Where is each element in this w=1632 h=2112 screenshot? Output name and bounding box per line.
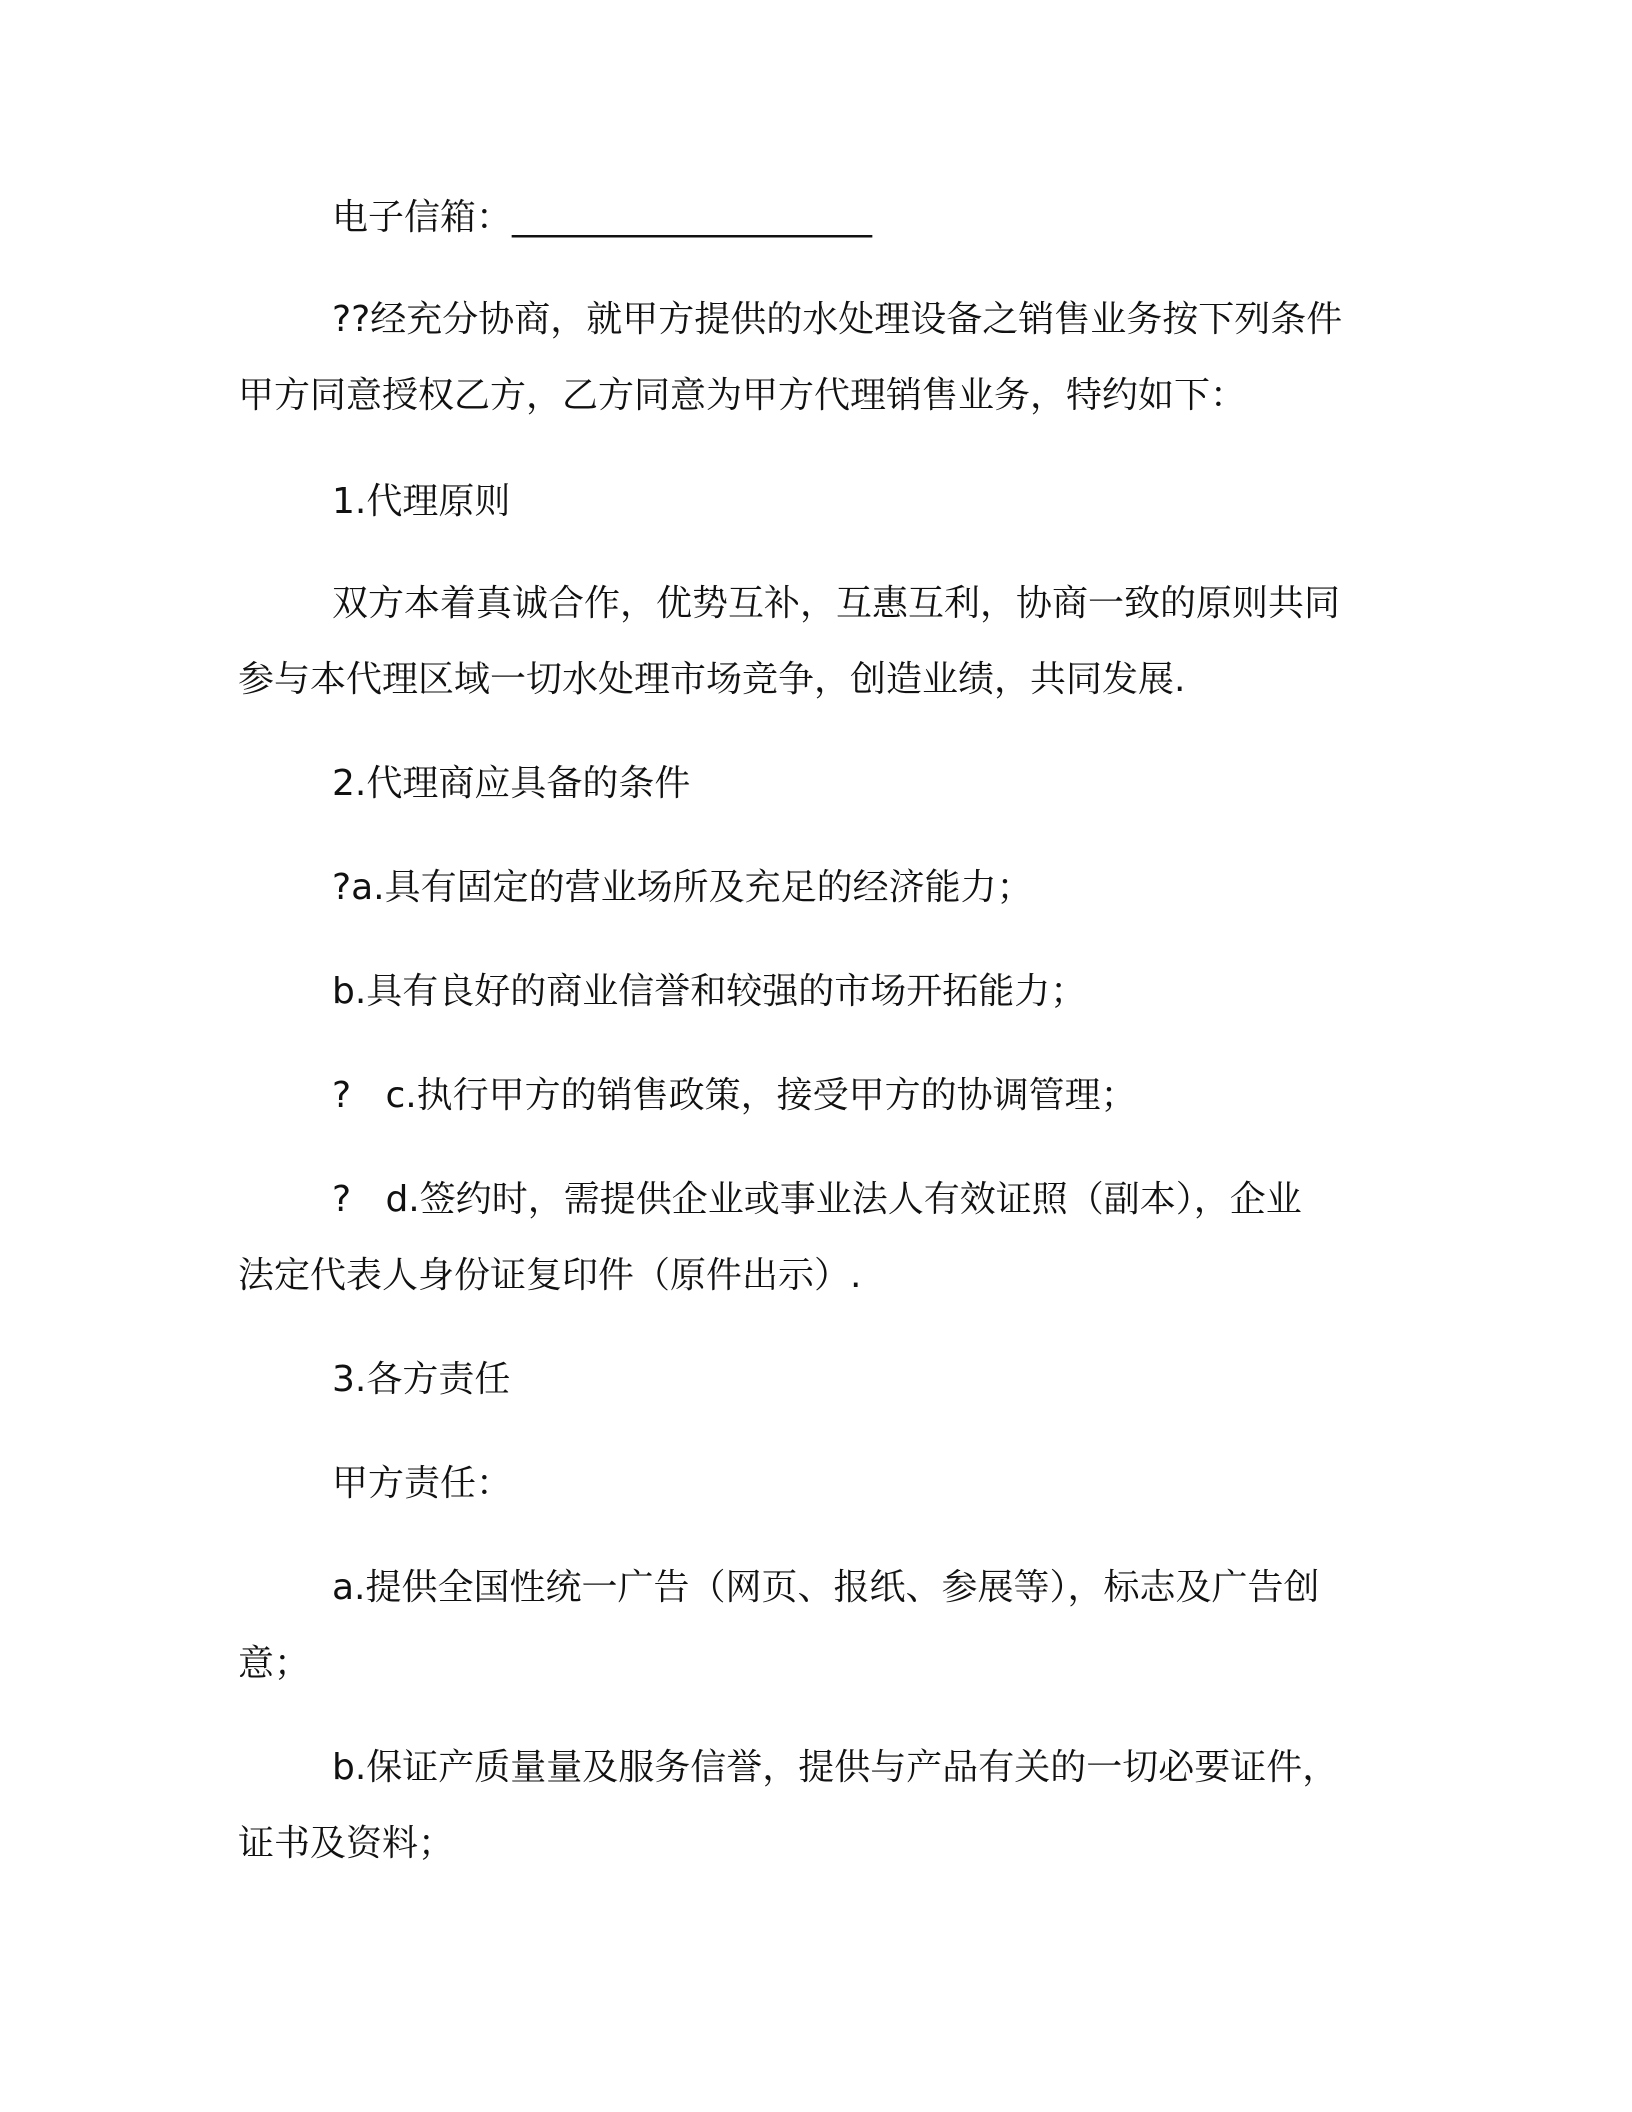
party-a-item-b-line-2: 证书及资料； (238, 1823, 455, 1864)
section2-title: 2.代理商应具备的条件 (332, 763, 691, 804)
party-a-title: 甲方责任： (332, 1463, 513, 1504)
section3-title: 3.各方责任 (332, 1359, 511, 1400)
section1-body-line-2: 参与本代理区域一切水处理市场竞争，创造业绩，共同发展. (238, 659, 1186, 700)
section2-item-b: b.具有良好的商业信誉和较强的市场开拓能力； (332, 971, 1087, 1012)
party-a-item-b-line-1: b.保证产质量量及服务信誉，提供与产品有关的一切必要证件， (332, 1747, 1339, 1788)
section2-item-c: ? c.执行甲方的销售政策，接受甲方的协调管理； (332, 1075, 1137, 1116)
party-a-item-a-line-1: a.提供全国性统一广告（网页、报纸、参展等），标志及广告创 (332, 1567, 1320, 1608)
party-a-item-a-line-2: 意； (238, 1643, 311, 1684)
section2-item-a: ?a.具有固定的营业场所及充足的经济能力； (332, 867, 1033, 908)
section2-item-d-line-1: ? d.签约时，需提供企业或事业法人有效证照（副本），企业 (332, 1179, 1302, 1220)
email-line: 电子信箱：____________________ (332, 197, 873, 238)
intro-line-2: 甲方同意授权乙方，乙方同意为甲方代理销售业务，特约如下： (238, 375, 1247, 416)
section2-item-d-line-2: 法定代表人身份证复印件（原件出示）. (238, 1255, 862, 1296)
section1-body-line-1: 双方本着真诚合作，优势互补，互惠互利，协商一致的原则共同 (332, 583, 1341, 624)
section1-title: 1.代理原则 (332, 481, 511, 522)
intro-line-1: ??经充分协商，就甲方提供的水处理设备之销售业务按下列条件 (332, 299, 1343, 340)
